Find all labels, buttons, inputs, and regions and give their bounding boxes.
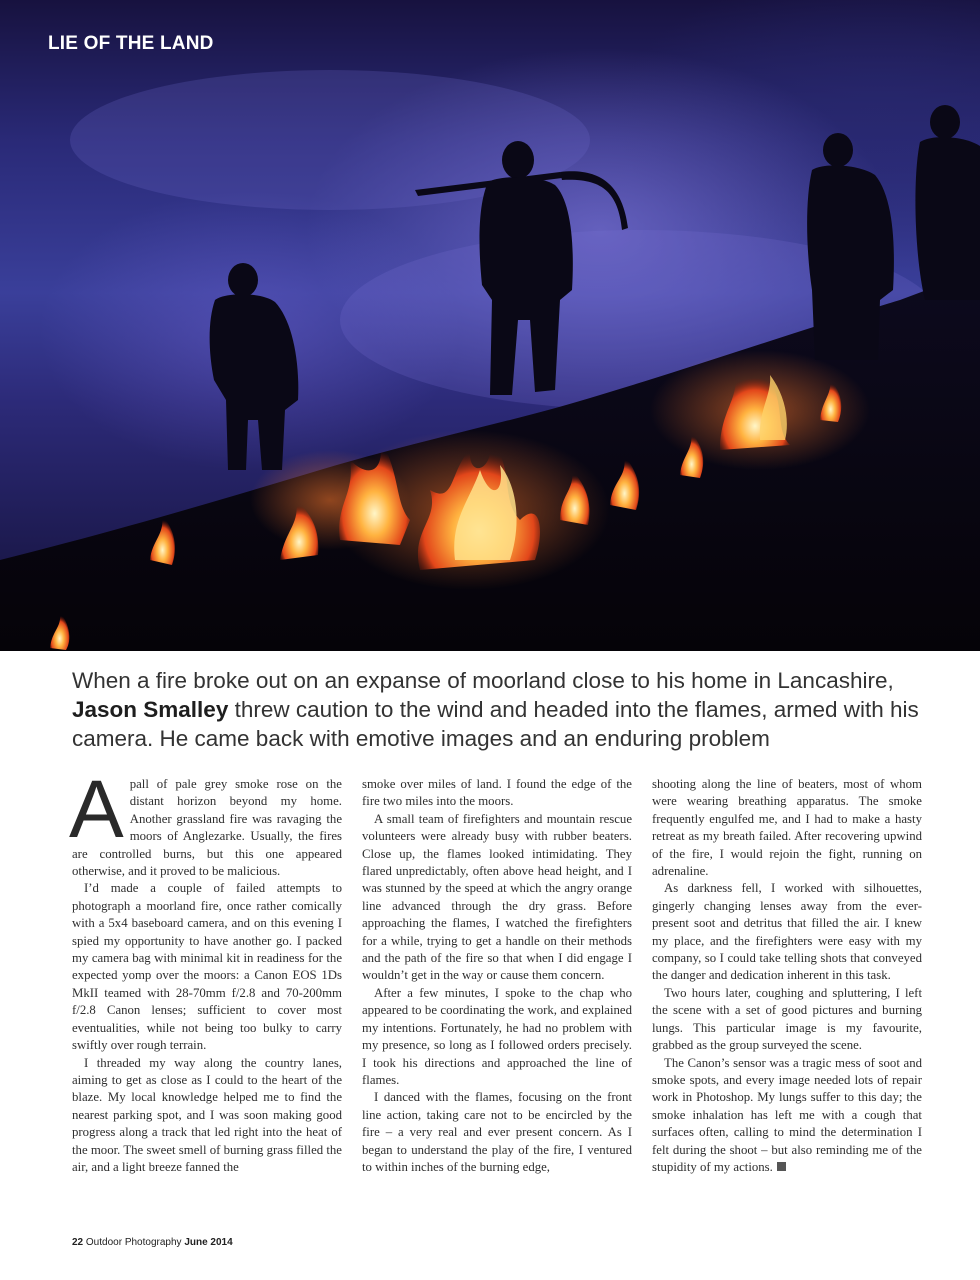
page-footer [72, 1237, 233, 1248]
section-label: LIE OF THE LAND [48, 33, 214, 54]
article-column-1 [69, 764, 342, 1176]
page-number: 22 [72, 1237, 84, 1248]
article-paragraph: I threaded my way along the country lanes, aiming to get as close as I could to the heart of the blaze. My local knowledge helped me to find the nearest parking spot, and I was soon making good progress along a track that led right into the heat of the moor. The sweet smell of burning grass filled the air, and a light breeze fanned the [72, 1055, 342, 1174]
issue-date: June 2014 [184, 1237, 233, 1248]
paragraph-text: pall of pale grey smoke rose on the distant horizon beyond my home. Another grassland fire was ravaging the moors of Anglezarke. Usually, the fires are controlled burns, but this one appeared otherwise, and it proved to be malicious. [72, 777, 342, 879]
standfirst-lead: When a fire broke out on an expanse of moorland close to his home in Lancashire, [72, 668, 894, 693]
article-paragraph: I danced with the flames, focusing on the front line action, taking care not to be encircled by the fire – a very real and ever present concern. As I began to understand the play of the fire, I ventured to within inches of the burning edge, [362, 1090, 632, 1174]
article-paragraph [69, 764, 342, 880]
article-paragraph: After a few minutes, I spoke to the chap who appeared to be coordinating the work, and explained my intentions. Fortunately, he had no problem with my presence, so long as I followed orders precisely. I took his directions and approached the line of flames. [362, 985, 632, 1087]
article-paragraph: I’d made a couple of failed attempts to photograph a moorland fire, once rather comically with a 5x4 baseboard camera, and on this evening I spied my opportunity to have another go. I packed my camera bag with minimal kit in readiness for the expected yomp over the moors: a Canon EOS 1Ds MkII teamed with 28-70mm f/2.8 and 70-200mm f/2.8 Canon lenses; sufficient to cover most eventualities, while not being too bulky to carry swiftly over rough terrain. [72, 881, 342, 1053]
paragraph-text: The Canon’s sensor was a tragic mess of soot and smoke spots, and every image needed lots of repair work in Photoshop. My lungs suffer to this day; the smoke inhalation has left me with a cough that surfaces often, calling to mind the determination I felt during the shoot – but also reminding me of the stupidity of my actions. [652, 1055, 922, 1174]
article-paragraph: shooting along the line of beaters, most of whom were wearing breathing apparatus. The smoke frequently engulfed me, and I had to make a hasty retreat as my breath failed. After recovering upwind of the fire, I would rejoin the fight, running on adrenaline. [652, 777, 922, 879]
standfirst [72, 666, 932, 753]
magazine-name: Outdoor Photography [85, 1237, 182, 1248]
article-paragraph [652, 1055, 922, 1177]
article-paragraph: As darkness fell, I worked with silhouettes, gingerly changing lenses away from the ever-present soot and detritus that filled the air. I knew my place, and the firefighters were easy with my company, so I could take telling shots that conveyed the danger and dedication inherent in this task. [652, 881, 922, 983]
drop-cap: A [69, 764, 124, 855]
article-paragraph: A small team of firefighters and mountain rescue volunteers were already busy with rubber beaters. Close up, the flames looked intimidating. They flared unpredictably, often above head height, and I was stunned by the speed at which the angry orange line advanced through the dry grass. Before approaching the flames, I watched the firefighters for a while, trying to get a handle on their methods and the path of the fire so that when I did engage I wouldn’t get in the way or cause them concern. [362, 811, 632, 983]
standfirst-rest: threw caution to the wind and headed into the flames, armed with his camera. He came back with emotive images and an enduring problem [72, 697, 919, 751]
article-column-3 [652, 776, 922, 1176]
author-name: Jason Smalley [72, 697, 229, 722]
article-paragraph: smoke over miles of land. I found the edge of the fire two miles into the moors. [362, 777, 632, 809]
article-paragraph: Two hours later, coughing and spluttering, I left the scene with a set of good pictures and burning lungs. This particular image is my favourite, grabbed as the group surveyed the scene. [652, 985, 922, 1053]
article-column-2 [362, 776, 632, 1176]
end-of-article-square-icon [777, 1162, 786, 1171]
